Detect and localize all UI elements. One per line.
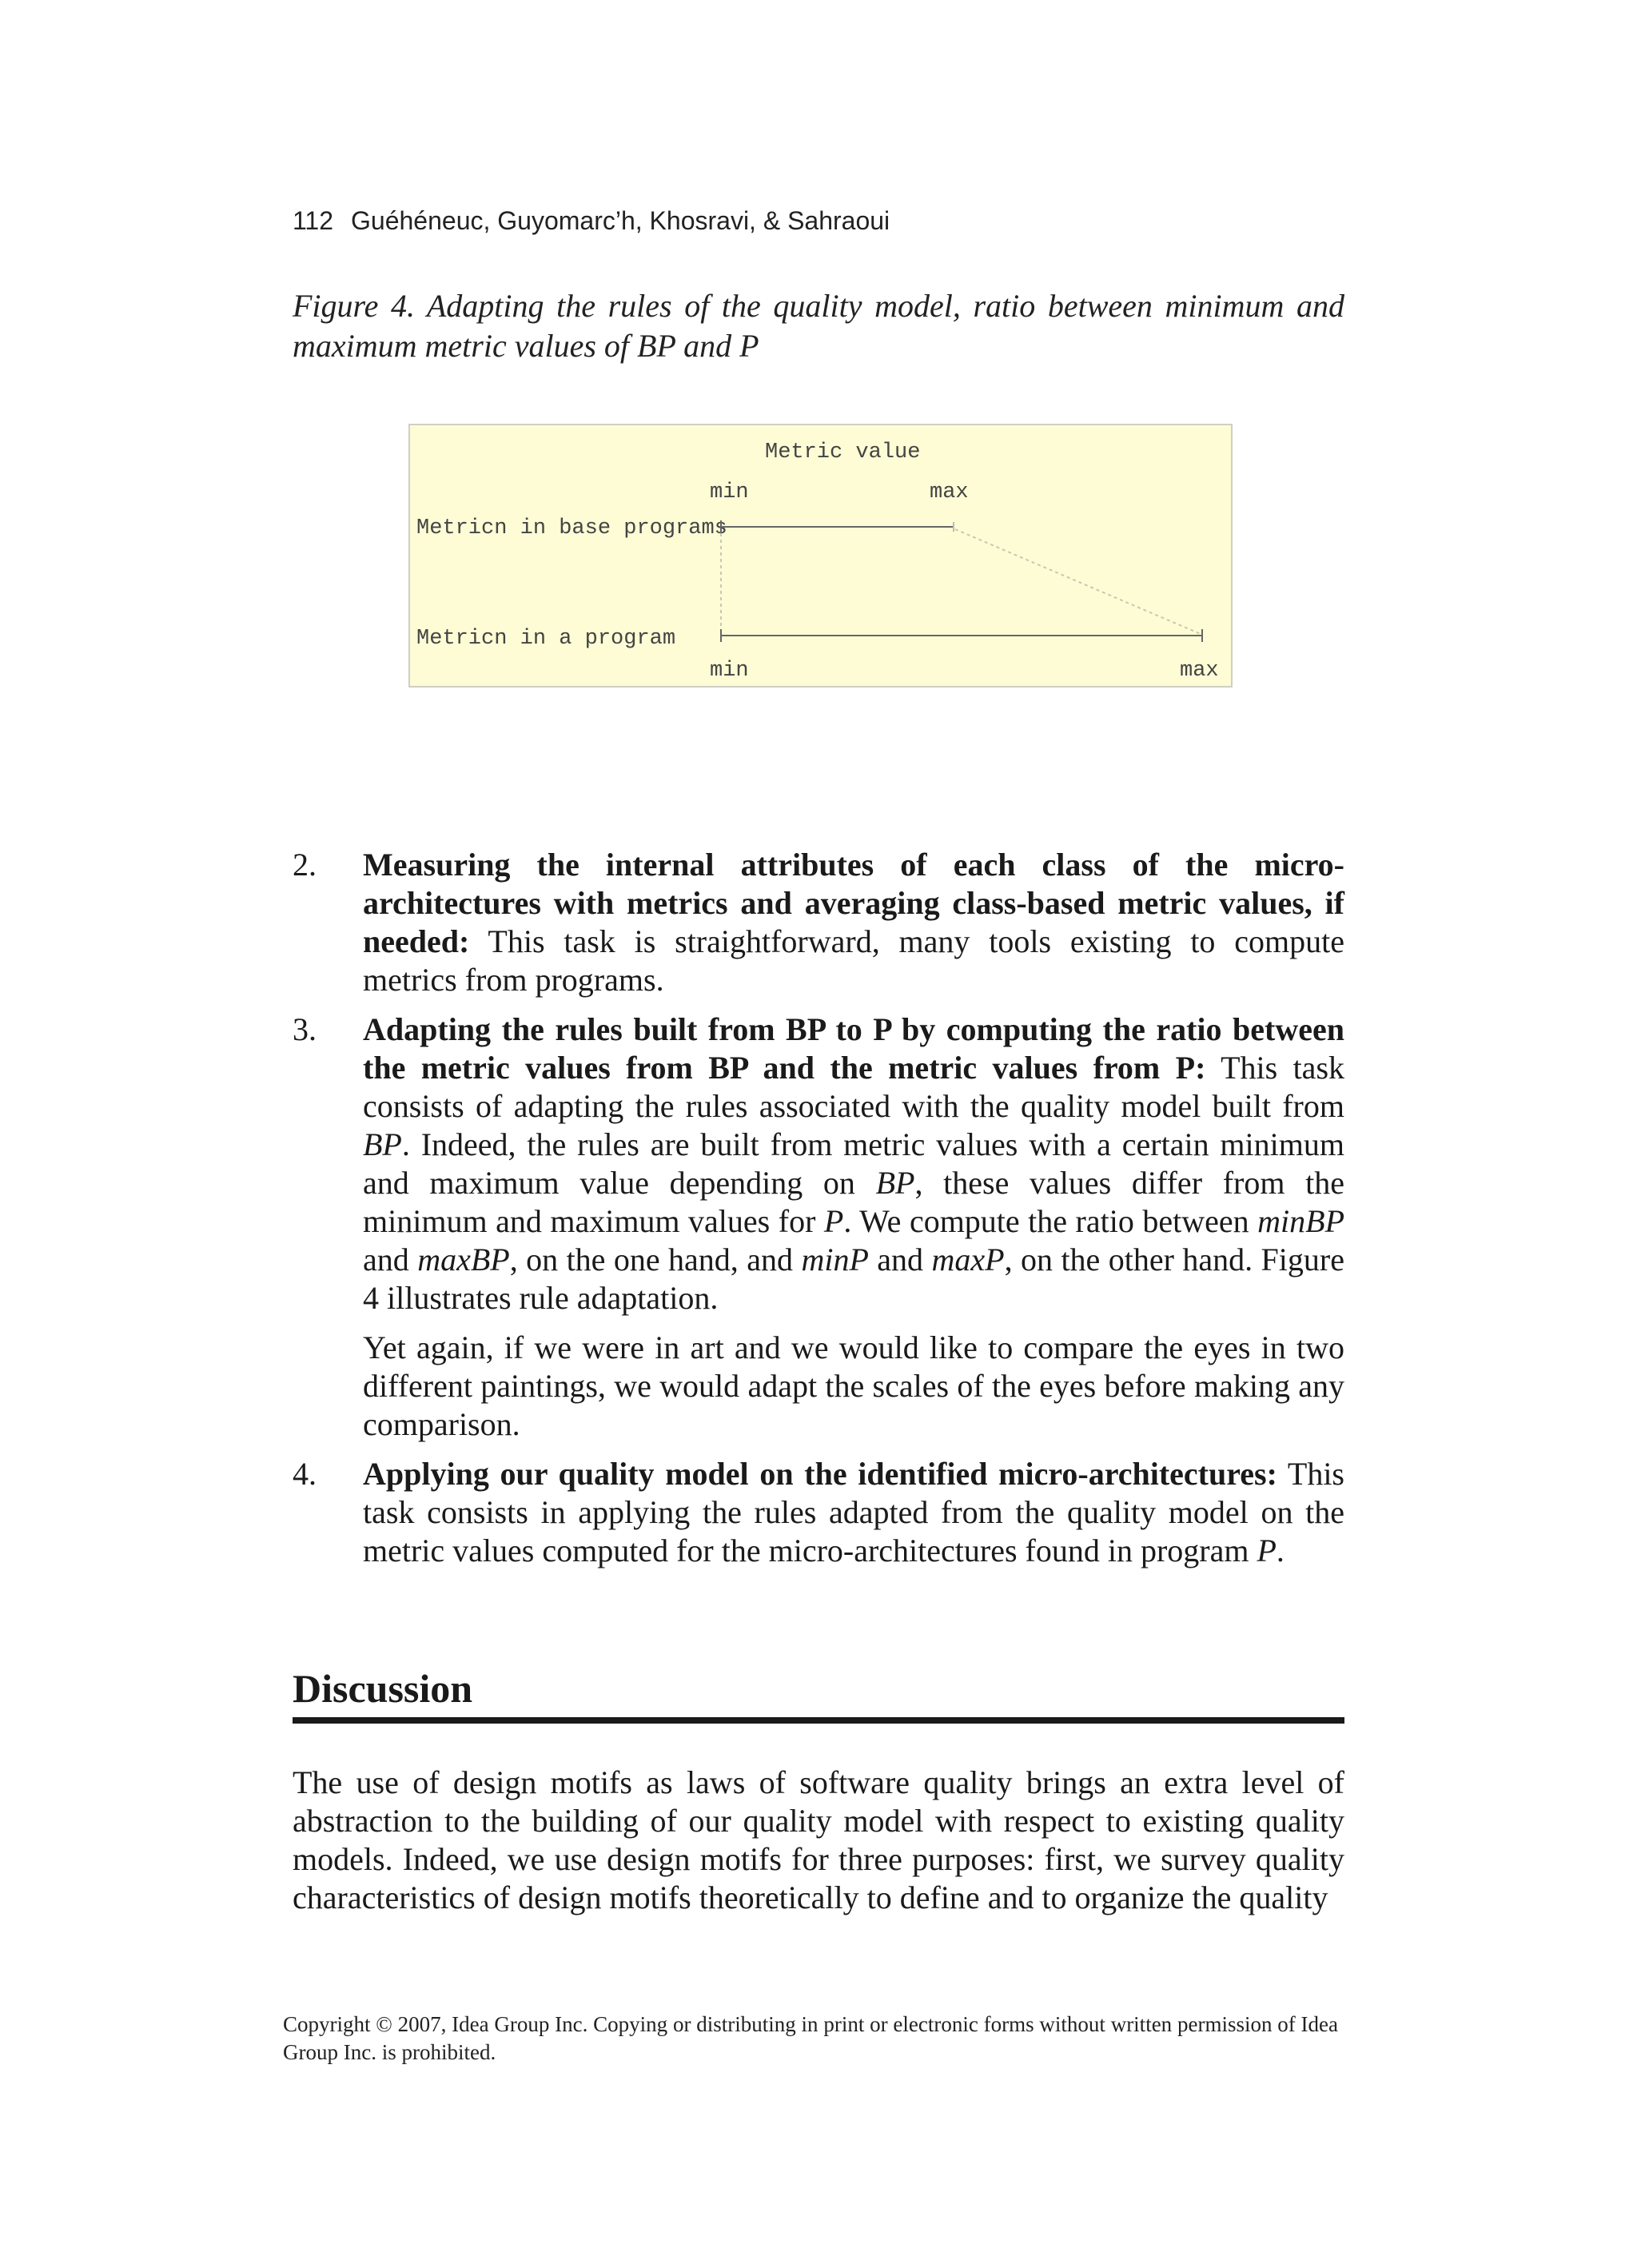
list-marker: 4. (293, 1456, 317, 1492)
list-marker: 2. (293, 847, 317, 883)
list-item-lead: Measuring the internal attributes of each class of the micro-architectures with metrics and averaging class-based metric values, if needed: (363, 847, 1344, 959)
list-item-lead: Applying our quality model on the identified micro-architectures: (363, 1456, 1277, 1492)
term-bp: BP (363, 1126, 402, 1162)
list-item-text: and (363, 1242, 418, 1277)
min-label-top: min (710, 480, 749, 504)
list-item-text: This task is straightforward, many tools existing to compute metrics from programs. (363, 923, 1344, 998)
list-item-text: . We compute the ratio between (843, 1203, 1258, 1239)
term-minbp: minBP (1257, 1203, 1345, 1239)
section-heading-discussion: Discussion (293, 1664, 1344, 1724)
list-item-lead: Adapting the rules built from BP to P by computing the ratio between the metric values from BP and the metric values from P: (363, 1011, 1344, 1086)
list-item-text: , on the one hand, and (509, 1242, 802, 1277)
term-maxp: maxP (931, 1242, 1005, 1277)
running-header (293, 206, 890, 236)
list-item (293, 1010, 1344, 1444)
list-item (293, 846, 1344, 999)
list-item (293, 1455, 1344, 1570)
term-minp: minP (801, 1242, 869, 1277)
list-item-text: This task consists in applying the rules adapted from the quality model on the metric values computed for the micro-architectures found in program (363, 1456, 1344, 1568)
max-guide-line (955, 529, 1201, 634)
list-item-paragraph: Yet again, if we were in art and we would like to compare the eyes in two different paintings, we would adapt the scales of the eyes before making any comparison. (363, 1329, 1344, 1442)
list-item-text: , these values differ from the minimum and maximum values for (363, 1165, 1344, 1239)
copyright-notice: Copyright © 2007, Idea Group Inc. Copying or distributing in print or electronic forms without written permission of Idea Group Inc. is prohibited. (283, 2012, 1338, 2064)
figure-4-diagram (408, 424, 1233, 688)
list-item-text: . Indeed, the rules are built from metric values with a certain minimum and maximum value depending on (363, 1126, 1344, 1201)
page-number: 112 (293, 206, 334, 235)
procedure-list (293, 846, 1344, 1581)
row-label-program: Metricn in a program (416, 627, 676, 651)
list-marker: 3. (293, 1011, 317, 1047)
list-item-text: This task consists of adapting the rules associated with the quality model built from (363, 1050, 1345, 1124)
list-item-text: . (1276, 1533, 1285, 1568)
max-label-bottom: max (1180, 659, 1219, 683)
metric-range-diagram (410, 425, 1231, 686)
row-label-base-programs: Metricn in base programs (416, 516, 727, 540)
term-bp: BP (875, 1165, 915, 1201)
list-item-text: and (868, 1242, 932, 1277)
list-item-text: , on the other hand. Figure 4 illustrates rule adaptation. (363, 1242, 1344, 1316)
figure-caption: Figure 4. Adapting the rules of the quality model, ratio between minimum and maximum metric values of BP and P (293, 288, 1344, 364)
term-maxbp: maxBP (417, 1242, 510, 1277)
header-authors: Guéhéneuc, Guyomarc’h, Khosravi, & Sahraoui (351, 206, 890, 235)
term-p: P (1257, 1533, 1277, 1568)
discussion-paragraph: The use of design motifs as laws of software quality brings an extra level of abstraction to the building of our quality model with respect to existing quality models. Indeed, we use design motifs for three purposes: first, we survey quality characteristics of design motifs theoretically to define and to organize the quality (293, 1764, 1344, 1915)
diagram-title: Metric value (765, 440, 921, 464)
term-p: P (823, 1203, 844, 1239)
min-label-bottom: min (710, 659, 749, 683)
max-label-top: max (930, 480, 969, 504)
